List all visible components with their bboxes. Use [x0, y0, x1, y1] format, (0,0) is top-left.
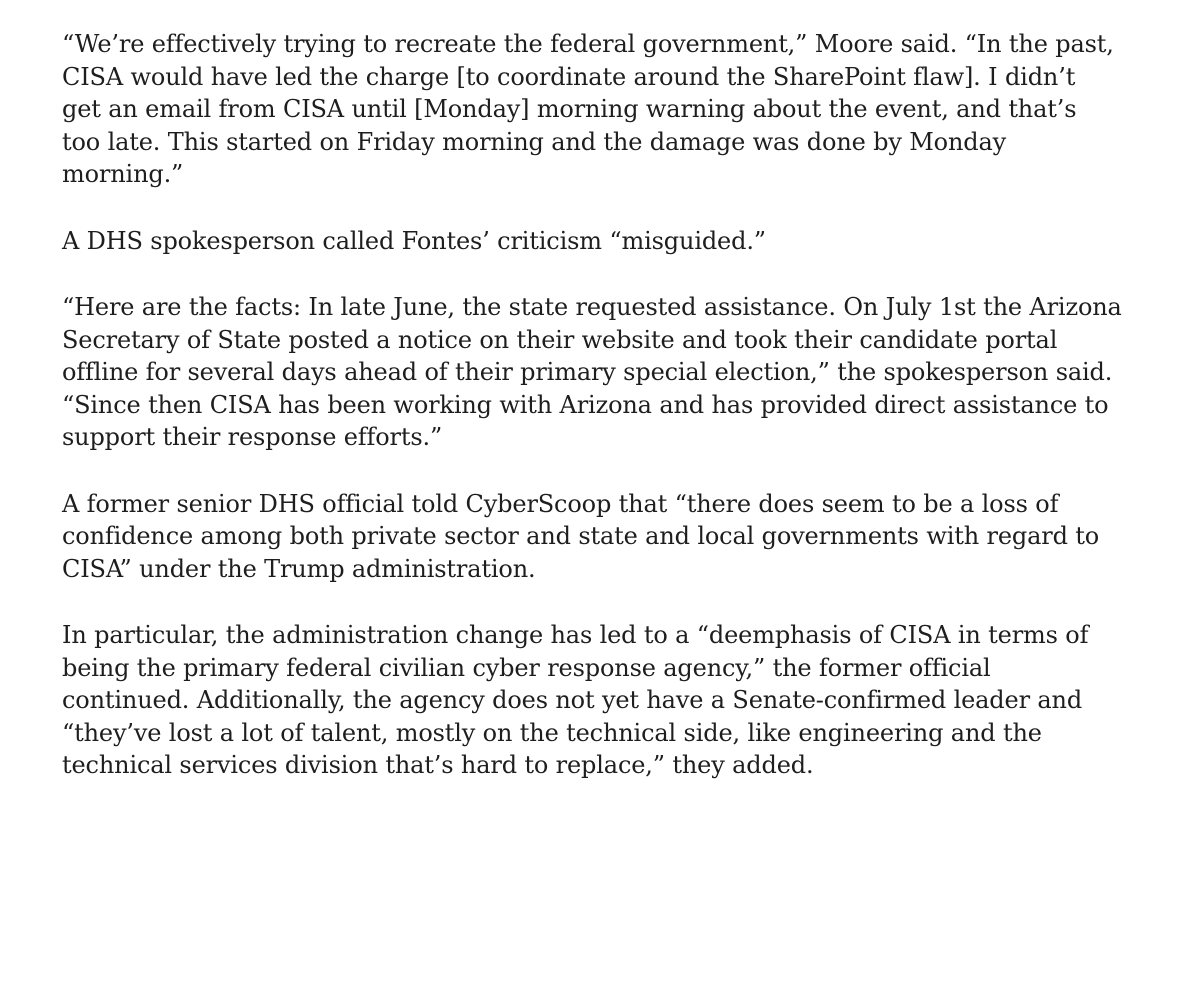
- text-line: too late. This started on Friday morning and the damage was done by Monday: [62, 127, 1007, 156]
- text-line: confidence among both private sector and state and local governments with regard to: [62, 522, 1100, 550]
- text-line: Secretary of State posted a notice on their website and took their candidate portal: [62, 325, 1058, 354]
- text-line: “Here are the facts: In late June, the state requested assistance. On July 1st the Arizona: [62, 293, 1122, 321]
- text-line: being the primary federal civilian cyber response agency,” the former official: [62, 653, 991, 682]
- text-line: morning.”: [62, 160, 184, 188]
- text-line: support their response efforts.”: [62, 423, 443, 451]
- text-line: “Since then CISA has been working with Arizona and has provided direct assistance to: [62, 390, 1109, 419]
- paragraph-dhs-response: [62, 225, 1160, 258]
- text-line: get an email from CISA until [Monday] morning warning about the event, and that’s: [62, 95, 1077, 123]
- text-line: CISA would have led the charge [to coordinate around the SharePoint flaw]. I didn’t: [62, 62, 1076, 91]
- text-line: “We’re effectively trying to recreate the federal government,” Moore said. “In the past,: [62, 30, 1114, 58]
- paragraph-moore-quote: [62, 28, 1160, 191]
- text-line: A former senior DHS official told CyberScoop that “there does seem to be a loss of: [62, 489, 1059, 518]
- text-line: continued. Additionally, the agency does not yet have a Senate-confirmed leader and: [62, 686, 1083, 714]
- paragraph-former-official: [62, 488, 1160, 586]
- text-line: In particular, the administration change has led to a “deemphasis of CISA in terms of: [62, 621, 1089, 649]
- text-line: technical services division that’s hard to replace,” they added.: [62, 751, 814, 779]
- text-line: offline for several days ahead of their primary special election,” the spokesperson said.: [62, 358, 1113, 386]
- text-line: “they’ve lost a lot of talent, mostly on the technical side, like engineering and the: [62, 718, 1042, 747]
- paragraph-spokesperson-quote: [62, 291, 1160, 454]
- text-line: A DHS spokesperson called Fontes’ criticism “misguided.”: [62, 226, 766, 255]
- text-line: CISA” under the Trump administration.: [62, 554, 536, 583]
- paragraph-deemphasis: [62, 619, 1160, 782]
